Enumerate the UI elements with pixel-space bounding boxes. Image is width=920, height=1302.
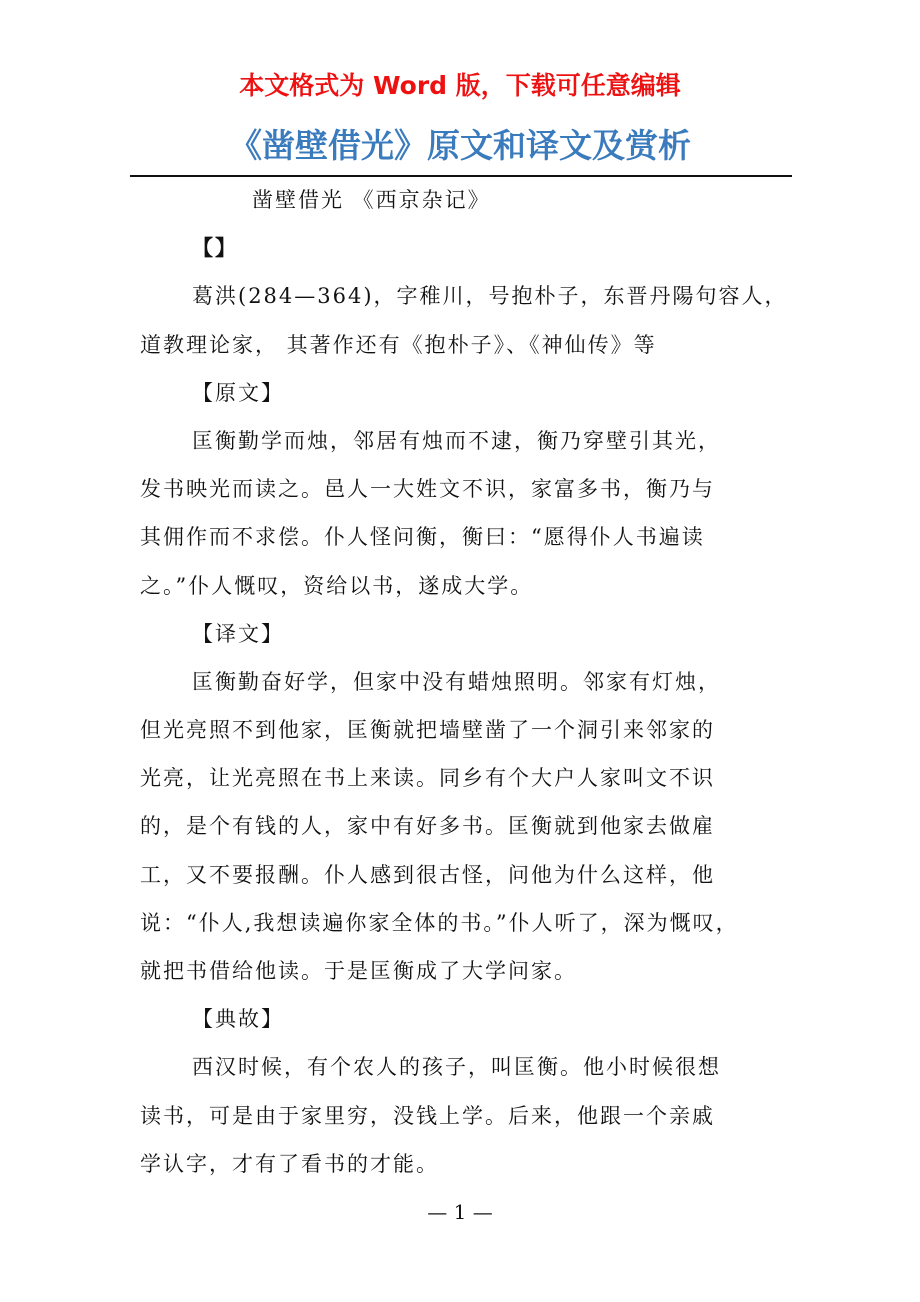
- word-format-banner: 本文格式为 Word 版，下载可任意编辑: [239, 71, 681, 100]
- allusion-heading: 【典故】: [192, 1007, 284, 1032]
- header-rule: [130, 175, 792, 177]
- paragraph-line: 的，是个有钱的人，家中有好多书。匡衡就到他家去做雇: [140, 814, 715, 839]
- paragraph-line: 就把书借给他读。于是匡衡成了大学问家。: [140, 959, 577, 983]
- author-heading: 【】: [192, 235, 238, 261]
- paragraph-line: 匡衡勤奋好学，但家中没有蜡烛照明。邻家有灯烛，: [192, 669, 721, 694]
- page-number: — 1 —: [427, 1200, 493, 1224]
- paragraph-line: 学认字，才有了看书的才能。: [140, 1151, 439, 1176]
- paragraph-line: 工，又不要报酬。仆人感到很古怪，问他为什么这样，他: [140, 862, 715, 887]
- document-title: 《凿壁借光》原文和译文及赏析: [229, 126, 691, 165]
- paragraph-line: 道教理论家， 其著作还有《抱朴子》、《神仙传》等: [140, 332, 657, 357]
- translation-heading: 【译文】: [192, 621, 284, 646]
- paragraph-line: 光亮，让光亮照在书上来读。同乡有个大户人家叫文不识: [140, 766, 715, 791]
- subtitle: 凿壁借光 《西京杂记》: [252, 188, 491, 212]
- paragraph-line: 其佣作而不求偿。仆人怪问衡，衡曰：“愿得仆人书遍读: [140, 525, 705, 550]
- paragraph-line: 西汉时候，有个农人的孩子，叫匡衡。他小时候很想: [192, 1055, 721, 1080]
- original-heading: 【原文】: [192, 380, 284, 405]
- paragraph-line: 匡衡勤学而烛，邻居有烛而不逮，衡乃穿壁引其光，: [192, 428, 721, 453]
- paragraph-line: 但光亮照不到他家，匡衡就把墙壁凿了一个洞引来邻家的: [140, 718, 715, 743]
- paragraph-line: 发书映光而读之。邑人一大姓文不识，家富多书，衡乃与: [140, 477, 715, 502]
- paragraph-line: 葛洪(284—364)，字稚川，号抱朴子，东晋丹陽句容人，: [192, 284, 788, 309]
- paragraph-line: 之。”仆人慨叹，资给以书，遂成大学。: [140, 573, 534, 598]
- document-body: [140, 183, 800, 1195]
- paragraph-line: 读书，可是由于家里穷，没钱上学。后来，他跟一个亲戚: [140, 1103, 715, 1128]
- paragraph-line: 说：“仆人,我想读遍你家全体的书。”仆人听了，深为慨叹，: [140, 910, 739, 935]
